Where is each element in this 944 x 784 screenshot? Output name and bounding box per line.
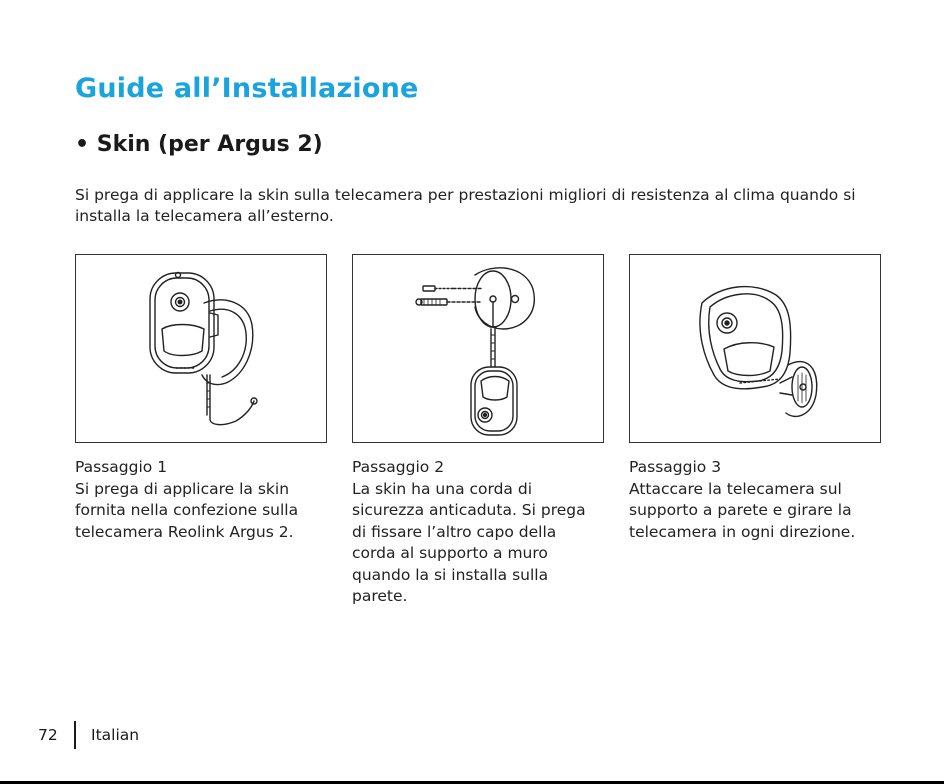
step-2-text: La skin ha una corda di sicurezza anticaduta. Si prega di fissare l’altro capo della corda al supporto a muro quando la si installa sulla parete. xyxy=(352,479,586,605)
step-1-label: Passaggio 1 xyxy=(75,458,168,476)
page-number: 72 xyxy=(38,726,58,744)
footer-divider xyxy=(74,721,76,749)
step-1-illustration xyxy=(75,254,327,443)
camera-mounted-drawing xyxy=(630,255,882,444)
step-3-illustration xyxy=(629,254,881,443)
step-1-caption xyxy=(75,457,335,543)
step-2-caption xyxy=(352,457,612,608)
step-3-label: Passaggio 3 xyxy=(629,458,722,476)
step-3-text: Attaccare la telecamera sul supporto a parete e girare la telecamera in ogni direzione. xyxy=(629,479,856,541)
mount-cord-drawing xyxy=(353,255,605,444)
step-2-illustration xyxy=(352,254,604,443)
intro-paragraph: Si prega di applicare la skin sulla telecamera per prestazioni migliori di resistenza al clima quando si installa la telecamera all’esterno. xyxy=(75,186,856,225)
camera-skin-drawing xyxy=(76,255,328,444)
page-title: Guide all’Installazione xyxy=(75,73,419,104)
section-heading: • Skin (per Argus 2) xyxy=(75,132,323,157)
footer-language: Italian xyxy=(91,726,140,744)
step-1-text: Si prega di applicare la skin fornita nella confezione sulla telecamera Reolink Argus 2. xyxy=(75,479,299,541)
step-2-label: Passaggio 2 xyxy=(352,458,445,476)
step-3-caption xyxy=(629,457,889,543)
